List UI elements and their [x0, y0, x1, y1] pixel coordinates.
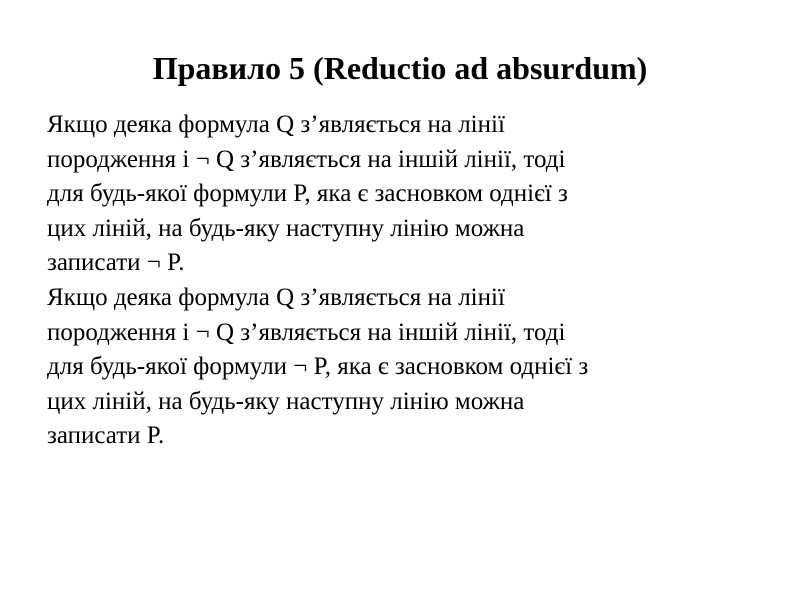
slide-title: Правило 5 (Reductio ad absurdum) [152, 50, 648, 86]
body-line: для будь-якої формули ¬ P, яка є засновком однієї з [47, 353, 589, 381]
body-line: цих ліній, на будь-яку наступну лінію можна [47, 387, 525, 415]
slide-body [47, 108, 787, 454]
body-line: записати ¬ P. [47, 249, 185, 277]
body-line: породження і ¬ Q з’являється на іншій лінії, тоді [47, 145, 566, 173]
body-line: Якщо деяка формула Q з’являється на лінії [47, 111, 505, 138]
body-line: породження і ¬ Q з’являється на іншій лінії, тоді [47, 318, 566, 346]
body-line: цих ліній, на будь-яку наступну лінію можна [47, 214, 525, 242]
body-line: Якщо деяка формула Q з’являється на лінії [47, 283, 505, 311]
body-line: записати P. [47, 422, 165, 450]
body-line: для будь-якої формули P, яка є засновком однієї з [47, 180, 568, 208]
